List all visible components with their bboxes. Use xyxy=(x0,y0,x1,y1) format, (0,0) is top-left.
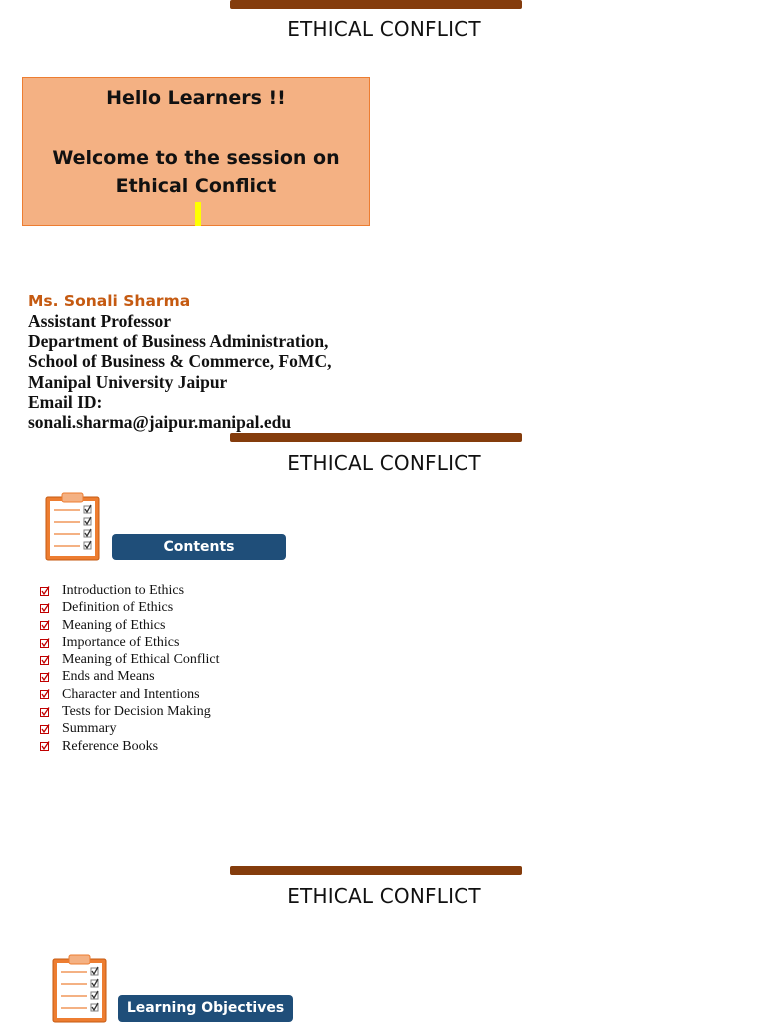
greeting-text: Hello Learners !! xyxy=(106,87,286,109)
list-item xyxy=(40,703,219,720)
list-item xyxy=(40,617,219,634)
list-item xyxy=(40,599,219,616)
list-item xyxy=(40,686,219,703)
list-item xyxy=(40,738,219,755)
checklist-clipboard-icon xyxy=(44,492,102,562)
list-item xyxy=(40,634,219,651)
slide-title: ETHICAL CONFLICT xyxy=(287,451,481,475)
checklist-clipboard-icon xyxy=(51,954,109,1024)
checkbox-checked-icon xyxy=(40,638,50,648)
author-university: Manipal University Jaipur xyxy=(28,371,228,392)
checkbox-checked-icon xyxy=(40,620,50,630)
checkbox-checked-icon xyxy=(40,672,50,682)
contents-heading: Contents xyxy=(112,534,286,560)
checkbox-checked-icon xyxy=(40,689,50,699)
checkbox-checked-icon xyxy=(40,655,50,665)
author-department: Department of Business Administration, xyxy=(28,331,329,352)
list-item-label: Introduction to Ethics xyxy=(62,583,185,598)
author-name: Ms. Sonali Sharma xyxy=(28,292,191,310)
title-accent-bar xyxy=(230,866,522,875)
text-cursor xyxy=(195,202,201,226)
checkbox-checked-icon xyxy=(40,741,50,751)
list-item xyxy=(40,720,219,737)
welcome-line-1: Welcome to the session on xyxy=(52,147,340,169)
title-accent-bar xyxy=(230,433,522,442)
list-item-label: Reference Books xyxy=(62,738,159,754)
slide-title: ETHICAL CONFLICT xyxy=(287,884,481,908)
list-item-label: Meaning of Ethical Conflict xyxy=(62,652,220,668)
slide-title: ETHICAL CONFLICT xyxy=(287,17,481,41)
checkbox-checked-icon xyxy=(40,603,50,613)
welcome-line-2: Ethical Conflict xyxy=(115,175,277,197)
welcome-box xyxy=(22,77,370,226)
list-item xyxy=(40,651,219,668)
list-item-label: Importance of Ethics xyxy=(62,634,180,650)
list-item xyxy=(40,582,219,599)
learning-objectives-heading: Learning Objectives xyxy=(118,995,293,1022)
slide-1 xyxy=(0,0,768,434)
list-item-label: Ends and Means xyxy=(62,669,155,685)
list-item-label: Meaning of Ethics xyxy=(62,617,166,633)
list-item-label: Character and Intentions xyxy=(62,686,200,702)
title-accent-bar xyxy=(230,0,522,9)
author-role: Assistant Professor xyxy=(28,311,172,331)
author-email-label: Email ID: xyxy=(28,391,103,412)
list-item xyxy=(40,668,219,685)
author-block xyxy=(28,291,331,432)
author-email[interactable]: sonali.sharma@jaipur.manipal.edu xyxy=(28,412,292,433)
list-item-label: Summary xyxy=(62,721,117,737)
list-item-label: Tests for Decision Making xyxy=(62,704,211,720)
checkbox-checked-icon xyxy=(40,586,50,596)
list-item-label: Definition of Ethics xyxy=(62,600,174,616)
contents-list xyxy=(40,582,219,755)
checkbox-checked-icon xyxy=(40,707,50,717)
checkbox-checked-icon xyxy=(40,724,50,734)
welcome-text xyxy=(23,144,369,200)
author-school: School of Business & Commerce, FoMC, xyxy=(28,351,332,372)
